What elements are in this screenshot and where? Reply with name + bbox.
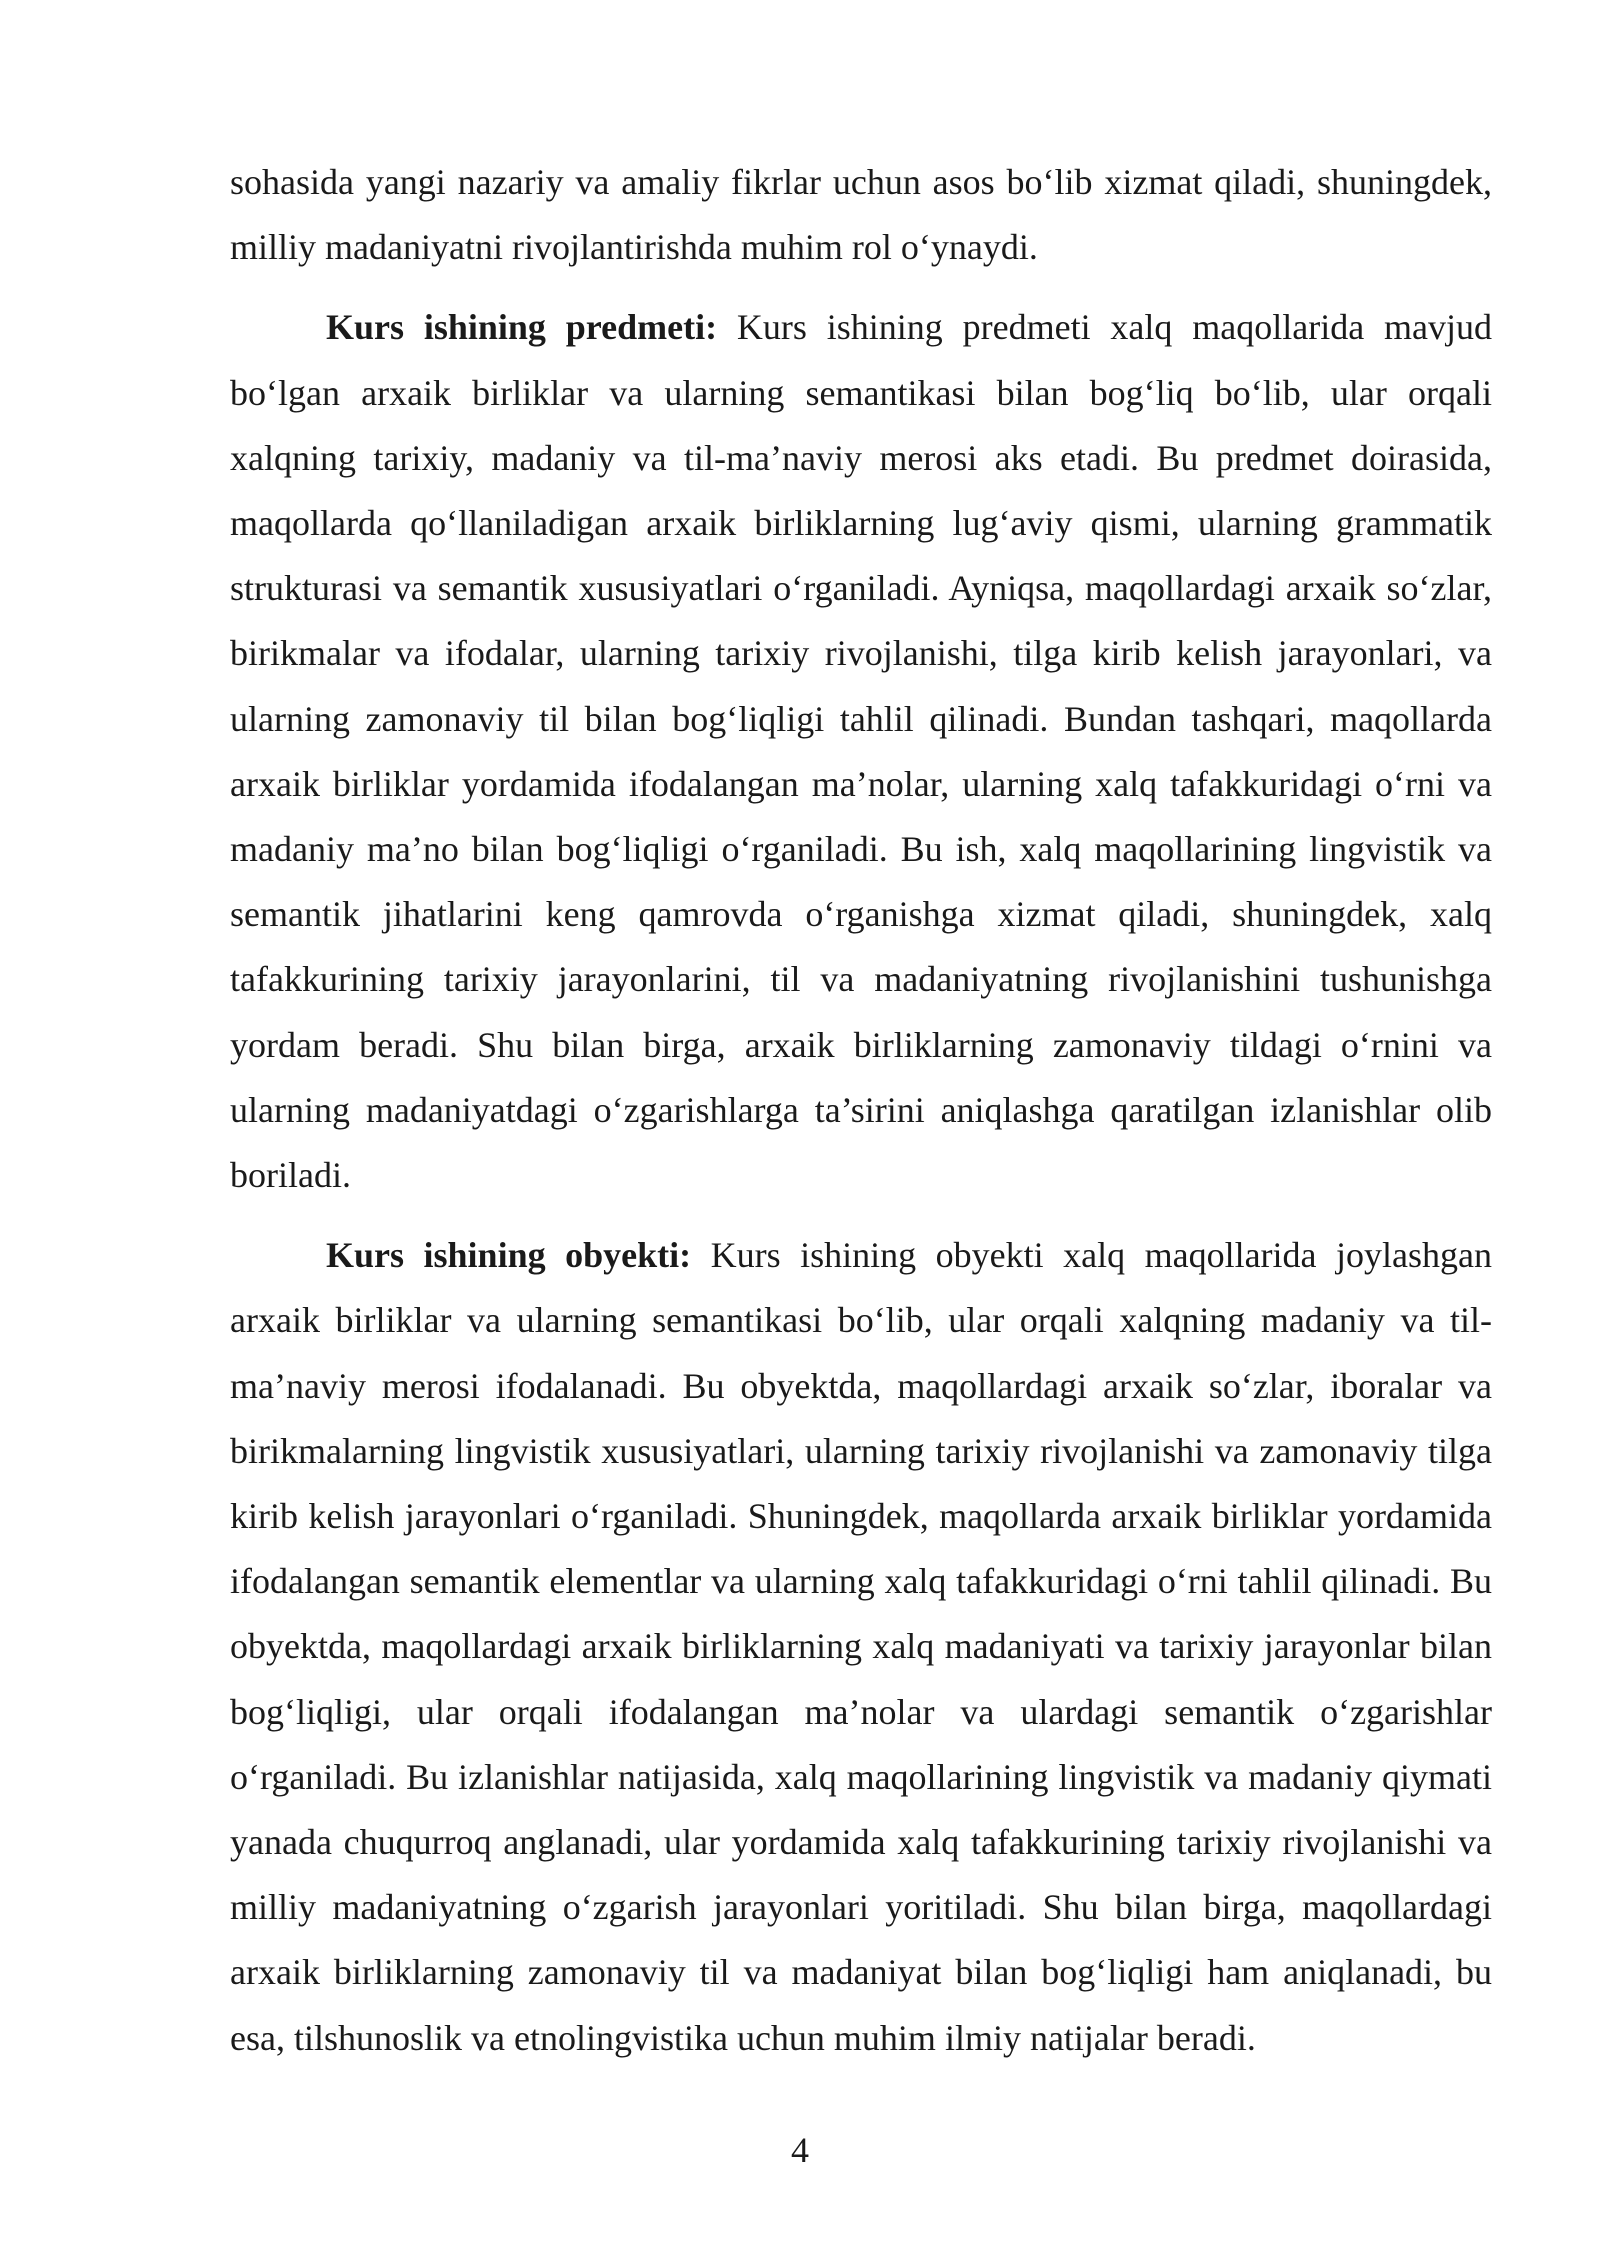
continued-paragraph (230, 150, 1492, 280)
page-number: 4 (791, 2130, 809, 2170)
paragraph-text: Kurs ishining predmeti xalq maqollarida mavjud bo‘lgan arxaik birliklar va ularning semantikasi bilan bog‘liq bo‘lib, ular orqali xalqning tarixiy, madaniy va til-ma’naviy merosi aks etadi. Bu predmet doirasida, maqollarda qo‘llaniladigan arxaik birliklarning lug‘aviy qismi, ularning grammatik strukturasi va semantik xususiyatlari o‘rganiladi. Ayniqsa, maqollardagi arxaik so‘zlar, birikmalar va ifodalar, ularning tarixiy rivojlanishi, tilga kirib kelish jarayonlari, va ularning zamonaviy til bilan bog‘liqligi tahlil qilinadi. Bundan tashqari, maqollarda arxaik birliklar yordamida ifodalangan ma’nolar, ularning xalq tafakkuridagi o‘rni va madaniy ma’no bilan bog‘liqligi o‘rganiladi. Bu ish, xalq maqollarining lingvistik va semantik jihatlarini keng qamrovda o‘rganishga xizmat qiladi, shuningdek, xalq tafakkurining tarixiy jarayonlarini, til va madaniyatning rivojlanishini tushunishga yordam beradi. Shu bilan birga, arxaik birliklarning zamonaviy tildagi o‘rnini va ularning madaniyatdagi o‘zgarishlarga ta’sirini aniqlashga qaratilgan izlanishlar olib boriladi. (230, 307, 1492, 1196)
paragraph-predmeti (230, 295, 1492, 1208)
paragraph-heading: Kurs ishining predmeti: (326, 307, 718, 348)
paragraph-text: sohasida yangi nazariy va amaliy fikrlar uchun asos bo‘lib xizmat qiladi, shuningdek, milliy madaniyatni rivojlantirishda muhim rol o‘ynaydi. (230, 162, 1492, 268)
paragraph-heading: Kurs ishining obyekti: (326, 1235, 692, 1276)
page-body (230, 150, 1492, 2071)
paragraph-text: Kurs ishining obyekti xalq maqollarida joylashgan arxaik birliklar va ularning semantikasi bo‘lib, ular orqali xalqning madaniy va til-ma’naviy merosi ifodalanadi. Bu obyektda, maqollardagi arxaik so‘zlar, iboralar va birikmalarning lingvistik xususiyatlari, ularning tarixiy rivojlanishi va zamonaviy tilga kirib kelish jarayonlari o‘rganiladi. Shuningdek, maqollarda arxaik birliklar yordamida ifodalangan semantik elementlar va ularning xalq tafakkuridagi o‘rni tahlil qilinadi. Bu obyektda, maqollardagi arxaik birliklarning xalq madaniyati va tarixiy jarayonlar bilan bog‘liqligi, ular orqali ifodalangan ma’nolar va ulardagi semantik o‘zgarishlar o‘rganiladi. Bu izlanishlar natijasida, xalq maqollarining lingvistik va madaniy qiymati yanada chuqurroq anglanadi, ular yordamida xalq tafakkurining tarixiy rivojlanishi va milliy madaniyatning o‘zgarish jarayonlari yoritiladi. Shu bilan birga, maqollardagi arxaik birliklarning zamonaviy til va madaniyat bilan bog‘liqligi ham aniqlanadi, bu esa, tilshunoslik va etnolingvistika uchun muhim ilmiy natijalar beradi. (230, 1235, 1492, 2058)
paragraph-obyekti (230, 1223, 1492, 2071)
